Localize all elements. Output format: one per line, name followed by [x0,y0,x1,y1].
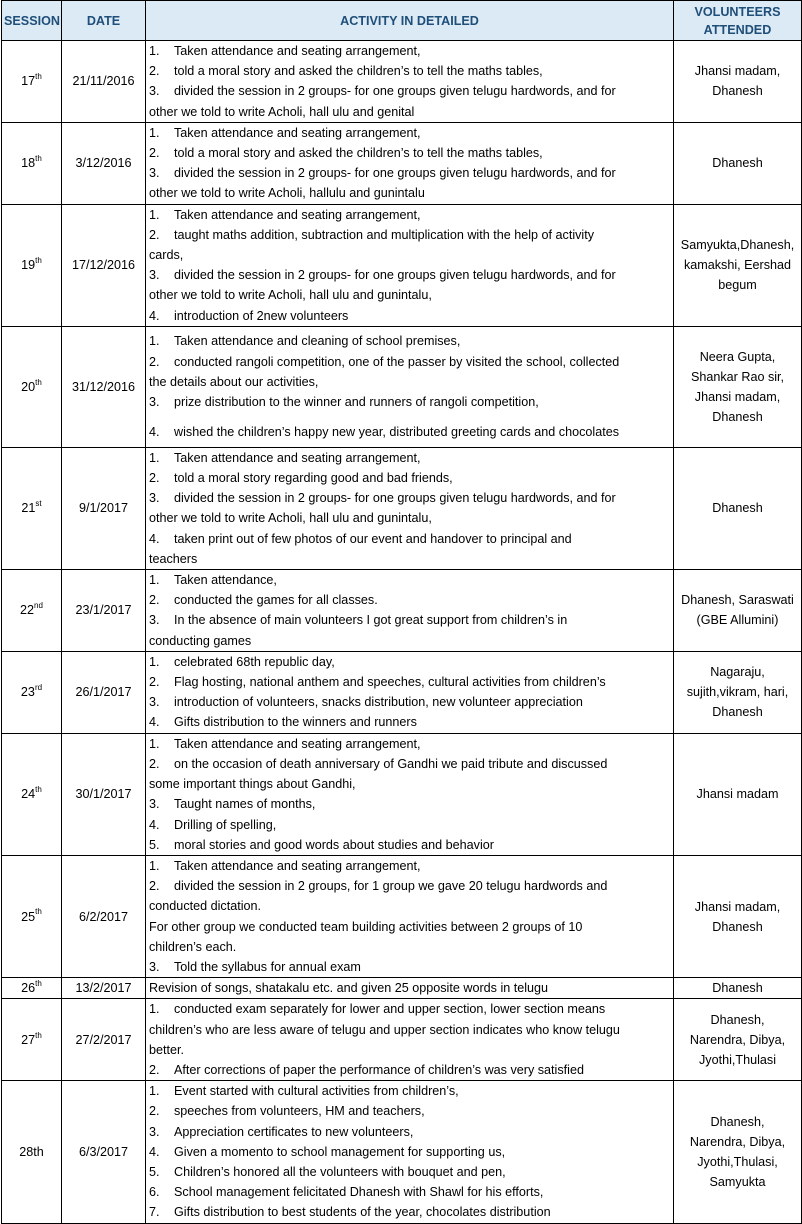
activity-number: 2. [149,879,160,894]
activity-text: Revision of songs, shatakalu etc. and given 25 opposite words in telugu [149,981,549,996]
activity-number: 1. [149,858,160,873]
activity-line [149,508,671,528]
activity-text: conducted rangoli competition, one of the passer by visited the school, collected [174,354,620,369]
volunteer-name: Dhanesh, Saraswati [681,593,794,608]
session-suffix: th [35,907,42,917]
activity-number: 3. [149,695,160,710]
activity-text: Taken attendance and seating arrangement, [174,44,421,58]
activity-number: 2. [149,227,160,242]
activity-cell [146,447,674,569]
session-number: 26 [21,981,36,996]
volunteers-cell [674,41,802,123]
activity-line [149,1101,671,1121]
date-cell: 21/11/2016 [62,41,146,123]
activity-number: 1. [149,1084,160,1099]
volunteer-name: Jhansi madam, [694,899,781,914]
activity-number: 5. [149,1164,160,1179]
activity-number: 1. [149,573,160,588]
activity-line [149,815,671,835]
activity-number: 1. [149,334,160,349]
session-suffix: th [35,785,42,795]
activity-text: introduction of volunteers, snacks distribution, new volunteer appreciation [174,695,583,710]
activity-number: 4. [149,1144,160,1159]
activity-text: School management felicitated Dhanesh with Shawl for his efforts, [174,1185,544,1200]
volunteer-name: kamakshi, Eershad [683,258,792,273]
volunteer-name: Jyothi,Thulasi, [697,1154,778,1169]
volunteer-name: Shankar Rao sir, [690,369,785,384]
activity-number: 2. [149,756,160,771]
activity-text: introduction of 2new volunteers [174,308,349,323]
session-number: 23 [20,685,35,700]
session-cell [2,855,62,977]
session-cell [2,999,62,1081]
date-cell: 17/12/2016 [62,204,146,326]
activity-number: 2. [149,471,160,486]
volunteers-cell [674,733,802,855]
session-cell [2,204,62,326]
activity-line [149,331,671,351]
session-cell [2,1081,62,1223]
activity-line [149,102,671,122]
activity-number: 6. [149,1185,160,1200]
activity-number: 3. [149,166,160,181]
date-cell: 9/1/2017 [62,447,146,569]
activity-line [149,1122,671,1142]
activity-text: wished the children’s happy new year, distributed greeting cards and chocolates [174,425,620,440]
volunteers-cell [674,978,802,999]
activity-text: Taken attendance and seating arrangement, [174,858,421,873]
activity-number: 3. [149,491,160,506]
volunteer-name: Dhanesh [712,981,763,996]
activity-line [149,734,671,754]
session-number: 22 [20,603,35,618]
volunteer-name: Nagaraju, [710,665,765,680]
session-number: 20 [21,379,36,394]
activity-text: taught maths addition, subtraction and multiplication with the help of activity [174,227,595,242]
table-row [2,855,802,977]
session-suffix: th [35,979,42,989]
session-number: 25 [21,909,36,924]
activity-line [149,225,671,245]
session-cell [2,326,62,447]
activity-text: Taken attendance and seating arrangement, [174,450,421,465]
activity-line [149,1182,671,1202]
activity-text: Taken attendance and seating arrangement, [174,125,421,140]
volunteer-name: Jhansi madam, [694,389,781,404]
volunteer-name: Dhanesh, [710,1114,765,1129]
activity-line [149,549,671,569]
activity-line [149,652,671,672]
activity-line [149,448,671,468]
volunteers-cell [674,326,802,447]
volunteer-name: Dhanesh [712,919,763,934]
activity-line [149,352,671,372]
activity-number: 2. [149,64,160,79]
activity-text: conducted exam separately for lower and upper section, lower section means [174,1002,606,1017]
activity-text: In the absence of main volunteers I got great support from children’s in [174,613,568,628]
activity-line [149,205,671,225]
activity-text: told a moral story regarding good and bad friends, [174,471,453,486]
activity-number: 2. [149,593,160,608]
activity-cell [146,651,674,733]
activity-cell [146,204,674,326]
activity-text: conducted the games for all classes. [174,593,378,608]
table-row [2,999,802,1081]
activity-text: teachers [149,551,198,566]
session-suffix: th [35,256,42,266]
activity-line [149,163,671,183]
activity-text: told a moral story and asked the children’s to tell the maths tables, [174,64,543,79]
session-cell [2,570,62,652]
activity-number: 3. [149,268,160,283]
activity-line [149,468,671,488]
activity-text: on the occasion of death anniversary of Gandhi we paid tribute and discussed [174,756,608,771]
volunteers-cell [674,204,802,326]
session-suffix: th [35,72,42,82]
table-header [2,1,802,41]
table-row [2,978,802,999]
session-suffix: th [35,1030,42,1040]
session-number: 27 [21,1032,36,1047]
volunteer-name: Samyukta [709,1174,766,1189]
activity-text: Appreciation certificates to new volunteers, [174,1124,414,1139]
activity-number: 1. [149,125,160,140]
activity-text: moral stories and good words about studies and behavior [174,837,494,852]
session-number: 17 [21,74,36,89]
date-cell: 26/1/2017 [62,651,146,733]
activity-line [149,999,671,1019]
activity-line [149,183,671,203]
activity-line [149,81,671,101]
session-suffix: th [35,154,42,164]
table-row [2,326,802,447]
session-number: 19 [21,258,36,273]
activity-line [149,1202,671,1222]
activity-number: 5. [149,837,160,852]
volunteer-name: Dhanesh, [710,1012,765,1027]
session-suffix: st [35,499,42,509]
session-cell [2,651,62,733]
activity-line [149,631,671,651]
table-row [2,122,802,204]
session-suffix: nd [34,601,43,611]
volunteer-name: (GBE Allumini) [696,613,779,628]
activity-text: some important things about Gandhi, [149,777,356,792]
volunteer-name: Narendra, Dibya, [689,1032,786,1047]
date-cell: 30/1/2017 [62,733,146,855]
activity-text: cards, [149,248,184,263]
activity-cell [146,570,674,652]
activity-line [149,876,671,896]
volunteer-name: Jhansi madam, [694,64,781,79]
activity-text: other we told to write Acholi, hall ulu and gunintalu, [149,288,432,303]
activity-text: Children’s honored all the volunteers with bouquet and pen, [174,1164,506,1179]
activity-cell [146,41,674,123]
activity-text: divided the session in 2 groups- for one groups given telugu hardwords, and for [174,491,616,506]
activity-line [149,372,671,392]
session-number: 18 [21,156,36,171]
activity-cell [146,122,674,204]
activity-number: 2. [149,1104,160,1119]
volunteer-name: Jhansi madam [696,787,779,802]
table-row [2,651,802,733]
activity-text: celebrated 68th republic day, [174,654,335,669]
activity-number: 2. [149,146,160,161]
table-body [2,41,802,1224]
activity-cell [146,326,674,447]
activity-line [149,570,671,590]
activity-log-table [1,0,802,1224]
header-date: DATE [62,1,146,41]
activity-line [149,61,671,81]
volunteer-name: Dhanesh [712,156,763,171]
activity-text: better. [149,1042,185,1057]
activity-number: 3. [149,613,160,628]
session-number: 28th [19,1144,44,1159]
activity-line [149,754,671,774]
date-cell: 6/3/2017 [62,1081,146,1223]
volunteer-name: Neera Gupta, [699,349,776,364]
activity-text: Event started with cultural activities from children’s, [174,1084,459,1099]
activity-number: 3. [149,394,160,409]
activity-line [149,774,671,794]
volunteer-name: Dhanesh [712,84,763,99]
activity-line [149,392,671,412]
activity-line [149,672,671,692]
table-row [2,1081,802,1223]
activity-text: children’s who are less aware of telugu and upper section indicates who know telugu [149,1022,620,1037]
activity-text: prize distribution to the winner and runners of rangoli competition, [174,394,539,409]
activity-text: After corrections of paper the performance of children’s was very satisfied [174,1062,584,1077]
activity-text: other we told to write Acholi, hallulu and gunintalu [149,186,425,201]
activity-number: 2. [149,675,160,690]
activity-line [149,1081,671,1101]
activity-number: 4. [149,531,160,546]
volunteers-cell [674,855,802,977]
activity-text: divided the session in 2 groups, for 1 group we gave 20 telugu hardwords and [174,879,608,894]
activity-line [149,123,671,143]
activity-text: For other group we conducted team building activities between 2 groups of 10 [149,919,583,934]
activity-line [149,1020,671,1040]
session-cell [2,122,62,204]
activity-number: 2. [149,1062,160,1077]
activity-number: 3. [149,797,160,812]
activity-text: Drilling of spelling, [174,817,277,832]
activity-text: Flag hosting, national anthem and speeches, cultural activities from children’s [174,675,606,690]
activity-text: Taken attendance and seating arrangement, [174,207,421,222]
activity-line [149,265,671,285]
session-cell [2,41,62,123]
table-row [2,447,802,569]
activity-number: 1. [149,450,160,465]
activity-line [149,835,671,855]
volunteers-cell [674,999,802,1081]
activity-line [149,917,671,937]
activity-line [149,1142,671,1162]
activity-line [149,1040,671,1060]
volunteer-name: Dhanesh [712,409,763,424]
activity-line [149,306,671,326]
volunteer-name: Narendra, Dibya, [689,1134,786,1149]
activity-line [149,957,671,977]
activity-line [149,41,671,61]
activity-number: 1. [149,654,160,669]
activity-line [149,856,671,876]
activity-line [149,285,671,305]
session-cell [2,447,62,569]
activity-line [149,610,671,630]
activity-cell [146,999,674,1081]
volunteer-name: begum [718,278,757,293]
activity-text: Given a momento to school management for supporting us, [174,1144,506,1159]
activity-line [149,143,671,163]
activity-text: Told the syllabus for annual exam [174,959,361,974]
session-number: 21 [21,501,36,516]
activity-line [149,1060,671,1080]
activity-line [149,422,671,442]
activity-number: 2. [149,354,160,369]
activity-line [149,1162,671,1182]
session-suffix: th [35,377,42,387]
session-cell [2,978,62,999]
session-suffix: rd [34,683,43,693]
activity-text: other we told to write Acholi, hall ulu and gunintalu, [149,511,432,526]
activity-number: 3. [149,1124,160,1139]
volunteer-name: Dhanesh [712,501,763,516]
activity-text: divided the session in 2 groups- for one groups given telugu hardwords, and for [174,268,616,283]
activity-line [149,488,671,508]
activity-number: 4. [149,715,160,730]
activity-number: 4. [149,817,160,832]
activity-line [149,896,671,916]
volunteer-name: Samyukta,Dhanesh, [680,238,795,253]
activity-line [149,692,671,712]
activity-text: conducting games [149,633,252,648]
activity-text: Gifts distribution to best students of the year, chocolates distribution [174,1205,551,1220]
header-row [2,1,802,41]
activity-text: divided the session in 2 groups- for one groups given telugu hardwords, and for [174,166,616,181]
volunteers-cell [674,447,802,569]
activity-text: other we told to write Acholi, hall ulu and genital [149,104,415,119]
activity-text: Gifts distribution to the winners and runners [174,715,417,730]
activity-line [149,978,671,998]
activity-number: 1. [149,44,160,58]
activity-text: Taken attendance, [174,573,277,588]
activity-text: Taken attendance and seating arrangement, [174,736,421,751]
date-cell: 3/12/2016 [62,122,146,204]
activity-text: speeches from volunteers, HM and teachers, [174,1104,425,1119]
volunteer-name: Jyothi,Thulasi [699,1052,776,1067]
volunteers-cell [674,1081,802,1223]
activity-number: 7. [149,1205,160,1220]
header-volunteers: VOLUNTEERS ATTENDED [674,1,802,41]
activity-text: conducted dictation. [149,899,262,914]
activity-text: taken print out of few photos of our event and handover to principal and [174,531,572,546]
volunteers-cell [674,122,802,204]
table-row [2,733,802,855]
session-number: 24 [21,787,36,802]
table-row [2,570,802,652]
header-activity: ACTIVITY IN DETAILED [146,1,674,41]
activity-text: children’s each. [149,939,237,954]
activity-number: 4. [149,425,160,440]
activity-number: 4. [149,308,160,323]
activity-cell [146,978,674,999]
activity-cell [146,733,674,855]
activity-line [149,712,671,732]
activity-line [149,794,671,814]
date-cell: 23/1/2017 [62,570,146,652]
volunteers-cell [674,570,802,652]
activity-number: 3. [149,84,160,99]
activity-line [149,937,671,957]
activity-text: told a moral story and asked the children’s to tell the maths tables, [174,146,543,161]
activity-text: Taken attendance and cleaning of school premises, [174,334,461,349]
activity-text: Taught names of months, [174,797,316,812]
activity-line [149,245,671,265]
activity-cell [146,1081,674,1223]
date-cell: 6/2/2017 [62,855,146,977]
activity-text: divided the session in 2 groups- for one groups given telugu hardwords, and for [174,84,616,99]
activity-number: 3. [149,959,160,974]
date-cell: 31/12/2016 [62,326,146,447]
date-cell: 13/2/2017 [62,978,146,999]
activity-line [149,590,671,610]
activity-text: the details about our activities, [149,374,319,389]
volunteer-name: Dhanesh [712,705,763,720]
volunteer-name: sujith,vikram, hari, [686,685,789,700]
activity-number: 1. [149,207,160,222]
session-cell [2,733,62,855]
table-row [2,204,802,326]
activity-number: 1. [149,1002,160,1017]
date-cell: 27/2/2017 [62,999,146,1081]
activity-cell [146,855,674,977]
table-row [2,41,802,123]
header-session: SESSION [2,1,62,41]
activity-number: 1. [149,736,160,751]
activity-line [149,529,671,549]
volunteers-cell [674,651,802,733]
